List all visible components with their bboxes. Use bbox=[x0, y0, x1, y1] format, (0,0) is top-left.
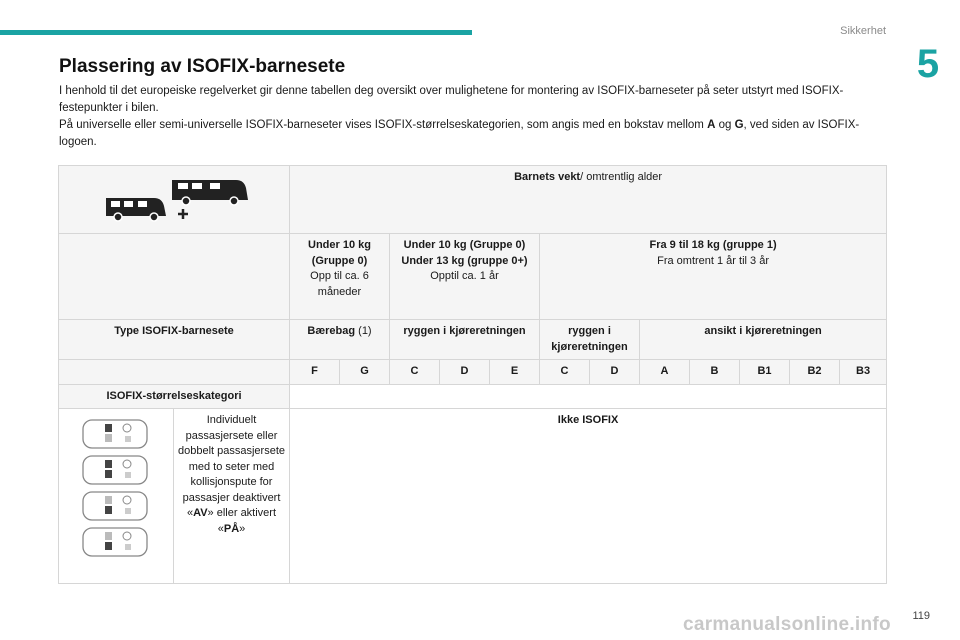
size-letter: E bbox=[490, 360, 540, 385]
chapter-number: 5 bbox=[916, 42, 940, 86]
size-letter: B2 bbox=[790, 360, 840, 385]
size-letter: G bbox=[340, 360, 390, 385]
seat-plan-icon bbox=[81, 417, 151, 451]
not-isofix-cell: Ikke ISOFIX bbox=[290, 409, 887, 584]
size-letter: B1 bbox=[740, 360, 790, 385]
group-1-cell: Fra 9 til 18 kg (gruppe 1) Fra omtrent 1 år til 3 år bbox=[540, 234, 887, 320]
type-forward-facing: ansikt i kjøreretningen bbox=[640, 320, 887, 360]
size-letter: B bbox=[690, 360, 740, 385]
intro-text bbox=[59, 83, 889, 151]
group-0plus-cell: Under 10 kg (Gruppe 0) Under 13 kg (gruppe 0+) Opptil ca. 1 år bbox=[390, 234, 540, 320]
type-label: Type ISOFIX-barnesete bbox=[59, 320, 290, 360]
size-letter: F bbox=[290, 360, 340, 385]
size-letter: D bbox=[590, 360, 640, 385]
size-letter: C bbox=[540, 360, 590, 385]
seat-plan-icon bbox=[81, 525, 151, 559]
isofix-table bbox=[58, 165, 887, 584]
van-icon bbox=[94, 170, 254, 226]
watermark: carmanualsonline.info bbox=[683, 614, 891, 635]
seat-plan-icon bbox=[81, 489, 151, 523]
weight-header-cell: Barnets vekt/ omtrentlig alder bbox=[290, 166, 887, 234]
section-name: Sikkerhet bbox=[840, 25, 886, 37]
seat-description: Individuelt passasjersete eller dobbelt passasjersete med to seter med kollisjonspute for passasjer deaktivert «AV» eller aktivert «PÅ» bbox=[174, 409, 290, 584]
size-letter: A bbox=[640, 360, 690, 385]
type-carrycot: Bærebag (1) bbox=[290, 320, 390, 360]
intro-paragraph-1: I henhold til det europeiske regelverket gir denne tabellen deg oversikt over mulighetene for montering av ISOFIX-barneseter på seter utstyrt med ISOFIX-festepunkter i bilen. bbox=[59, 85, 844, 114]
size-letter: C bbox=[390, 360, 440, 385]
page-number: 119 bbox=[912, 610, 930, 622]
vehicle-icons-cell bbox=[59, 166, 290, 234]
seat-plan-icon bbox=[81, 453, 151, 487]
size-category-label: ISOFIX-størrelseskategori bbox=[59, 384, 290, 409]
size-letter: D bbox=[440, 360, 490, 385]
intro-paragraph-2: På universelle eller semi-universelle ISOFIX-barneseter vises ISOFIX-størrelseskategorien, som angis med en bokstav mellom A og G, ved siden av ISOFIX-logoen. bbox=[59, 119, 860, 148]
seat-plan-icons-cell bbox=[59, 409, 174, 584]
group-0-cell: Under 10 kg (Gruppe 0) Opp til ca. 6 måneder bbox=[290, 234, 390, 320]
page-title: Plassering av ISOFIX-barnesete bbox=[59, 56, 346, 77]
type-rear-facing-2: ryggen i kjøreretningen bbox=[540, 320, 640, 360]
header-accent-bar bbox=[0, 30, 472, 35]
size-letter: B3 bbox=[840, 360, 887, 385]
type-rear-facing-1: ryggen i kjøreretningen bbox=[390, 320, 540, 360]
